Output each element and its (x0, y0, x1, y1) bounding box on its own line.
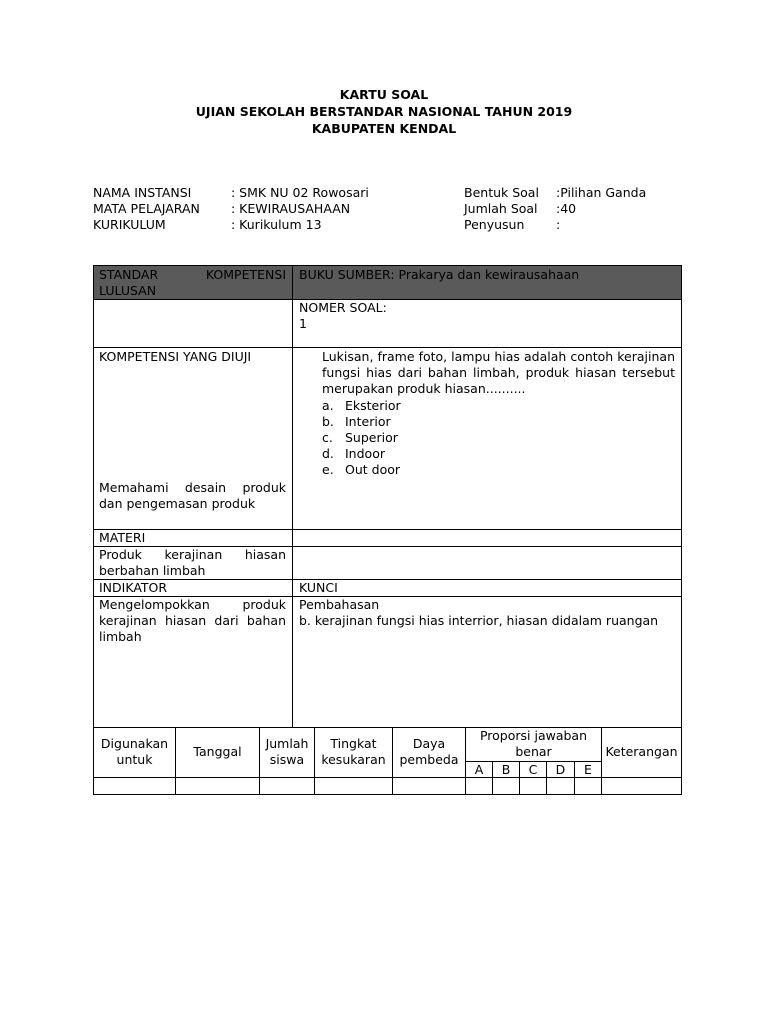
info-label-jumlah: Jumlah Soal (464, 201, 538, 216)
card-title: KARTU SOAL (339, 87, 429, 102)
col-proporsi-c: C (528, 762, 538, 777)
info-value-mapel: : KEWIRAUSAHAAN (231, 201, 351, 216)
option-d: d. Indoor (322, 446, 385, 461)
col-jumlah-siswa: Jumlah siswa (265, 736, 309, 767)
info-value-instansi: : SMK NU 02 Rowosari (231, 185, 369, 200)
info-value-jumlah: :40 (556, 201, 577, 216)
indikator-label: INDIKATOR (99, 580, 168, 595)
option-e: e. Out door (322, 462, 401, 477)
nomer-label: NOMER SOAL: (299, 300, 387, 315)
col-digunakan: Digunakan untuk (100, 736, 169, 767)
info-label-mapel: MATA PELAJARAN (93, 201, 200, 216)
col-proporsi-b: B (501, 762, 511, 777)
info-value-penyusun: : (556, 217, 561, 232)
option-b: b. Interior (322, 414, 391, 429)
info-label-penyusun: Penyusun (464, 217, 525, 232)
region-title: KABUPATEN KENDAL (311, 121, 457, 136)
answer-options (322, 398, 622, 478)
col-proporsi-e: E (584, 762, 592, 777)
option-c: c. Superior (322, 430, 398, 445)
skl-label (99, 267, 286, 283)
col-proporsi-d: D (555, 762, 566, 777)
question-text: Lukisan, frame foto, lampu hias adalah contoh kerajinan fungsi hias dari bahan limbah, produk hiasan tersebut merupakan produk hiasan.......... (322, 349, 675, 396)
option-a: a. Eksterior (322, 398, 401, 413)
info-label-bentuk: Bentuk Soal (464, 185, 539, 200)
col-daya-pembeda: Daya pembeda (399, 736, 459, 767)
exam-title: UJIAN SEKOLAH BERSTANDAR NASIONAL TAHUN 2019 (195, 104, 573, 119)
nomer-value: 1 (299, 316, 307, 331)
skl-word-2: KOMPETENSI (205, 267, 286, 282)
col-tingkat-kesukaran: Tingkat kesukaran (321, 736, 386, 767)
info-value-bentuk: :Pilihan Ganda (556, 185, 647, 200)
pembahasan-label: Pembahasan (299, 597, 380, 612)
materi-value: Produk kerajinan hiasan berbahan limbah (99, 547, 286, 578)
col-tanggal: Tanggal (193, 744, 242, 759)
pembahasan-value: b. kerajinan fungsi hias interrior, hiasan didalam ruangan (299, 613, 659, 628)
kunci-label: KUNCI (299, 580, 338, 595)
col-proporsi-a: A (474, 762, 484, 777)
info-label-kurikulum: KURIKULUM (93, 217, 166, 232)
info-value-kurikulum: : Kurikulum 13 (231, 217, 322, 232)
kompetensi-value: Memahami desain produk dan pengemasan produk (99, 480, 286, 511)
skl-word-3: LULUSAN (99, 283, 157, 298)
col-keterangan: Keterangan (605, 744, 678, 759)
indikator-value: Mengelompokkan produk kerajinan hiasan dari bahan limbah (99, 597, 286, 644)
sumber-label: BUKU SUMBER: Prakarya dan kewirausahaan (299, 267, 580, 282)
skl-word-1: STANDAR (99, 267, 159, 282)
kompetensi-label: KOMPETENSI YANG DIUJI (99, 349, 252, 364)
col-proporsi: Proporsi jawaban benar (479, 728, 588, 759)
materi-label: MATERI (99, 530, 146, 545)
info-label-instansi: NAMA INSTANSI (93, 185, 192, 200)
